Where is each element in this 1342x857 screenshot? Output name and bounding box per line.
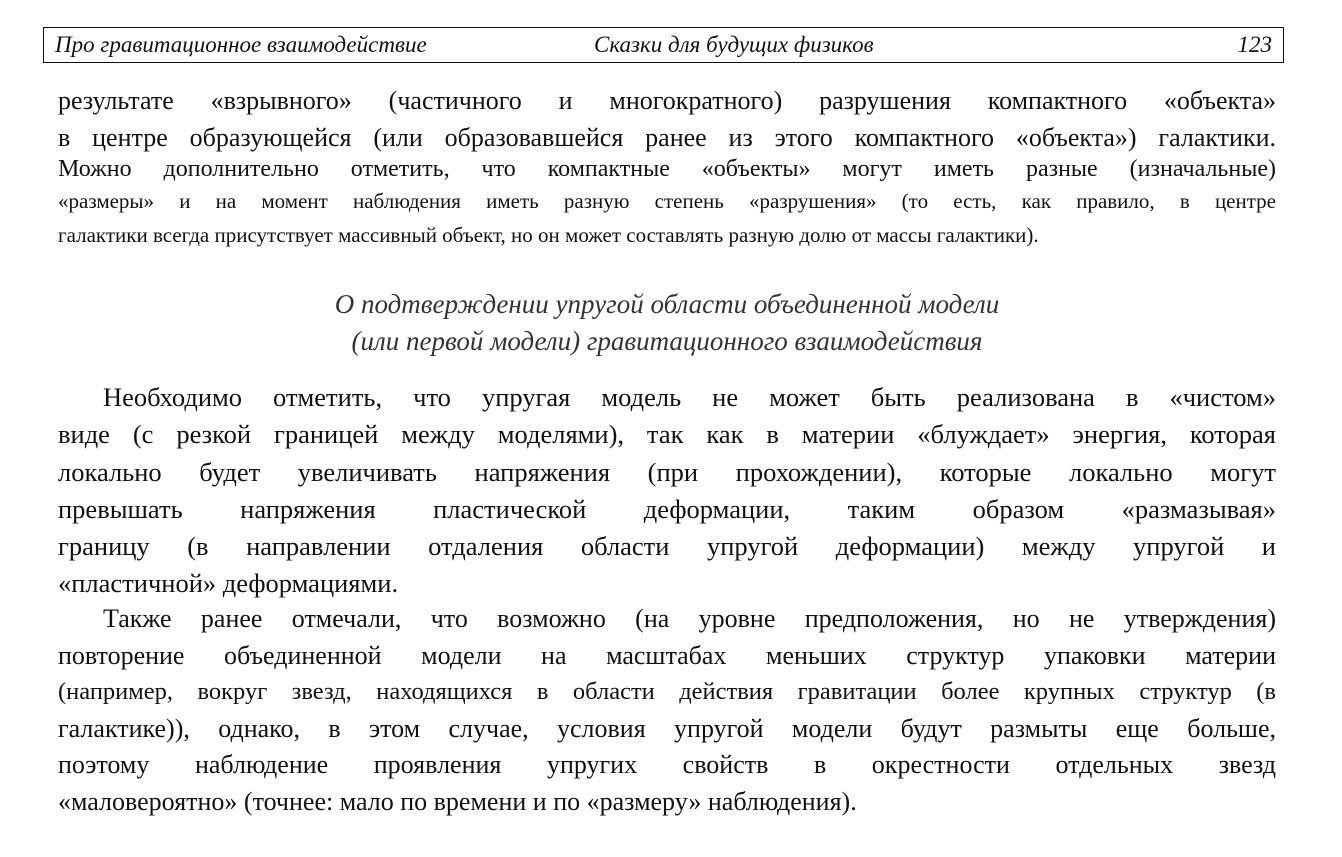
text-line: Можно дополнительно отметить, что компактные «объекты» могут иметь разные (изначальные) bbox=[58, 156, 1276, 182]
body-paragraph-2 bbox=[58, 601, 1276, 857]
text-line: повторение объединенной модели на масштабах меньших структур упаковки материи bbox=[58, 640, 1276, 670]
text-line: Необходимо отметить, что упругая модель не может быть реализована в «чистом» bbox=[103, 382, 1276, 412]
text-line: виде (с резкой границей между моделями), так как в материи «блуждает» энергия, которая bbox=[58, 419, 1276, 450]
text-line: превышать напряжения пластической деформации, таким образом «размазывая» bbox=[58, 493, 1276, 524]
section-title-line-1: О подтверждении упругой области объединенной модели bbox=[334, 289, 1000, 319]
text-line: «размеры» и на момент наблюдения иметь разную степень «разрушения» (то есть, как правило, в центре bbox=[58, 189, 1276, 213]
text-line: «пластичной» деформациями. bbox=[58, 568, 399, 599]
text-line: локально будет увеличивать напряжения (при прохождении), которые локально могут bbox=[58, 456, 1276, 487]
text-line: галактики всегда присутствует массивный объект, но он может составлять разную долю от массы галактики). bbox=[58, 223, 1039, 247]
text-line: поэтому наблюдение проявления упругих свойств в окрестности отдельных звезд bbox=[58, 750, 1276, 779]
section-title-line-2: (или первой модели) гравитационного взаимодействия bbox=[351, 326, 983, 356]
header-section-title: Про гравитационное взаимодействие bbox=[55, 32, 427, 57]
text-line: «маловероятно» (точнее: мало по времени и по «размеру» наблюдения). bbox=[58, 786, 857, 816]
text-line: границу (в направлении отдаления области упругой деформации) между упругой и bbox=[58, 531, 1276, 562]
text-line: результате «взрывного» (частичного и многократного) разрушения компактного «объекта» bbox=[58, 86, 1276, 115]
text-line: Также ранее отмечали, что возможно (на уровне предположения, но не утверждения) bbox=[103, 604, 1276, 633]
text-line: (например, вокруг звезд, находящихся в области действия гравитации более крупных структур (в bbox=[58, 678, 1276, 705]
header-book-title: Сказки для будущих физиков bbox=[594, 32, 874, 57]
page-number: 123 bbox=[1237, 32, 1272, 57]
text-line: галактике)), однако, в этом случае, условия упругой модели будут размыты еще больше, bbox=[58, 713, 1276, 743]
intro-paragraph-small bbox=[58, 184, 1276, 286]
text-line: в центре образующейся (или образовавшейся ранее из этого компактного «объекта») галактики. bbox=[58, 123, 1276, 152]
running-header bbox=[43, 27, 1284, 63]
